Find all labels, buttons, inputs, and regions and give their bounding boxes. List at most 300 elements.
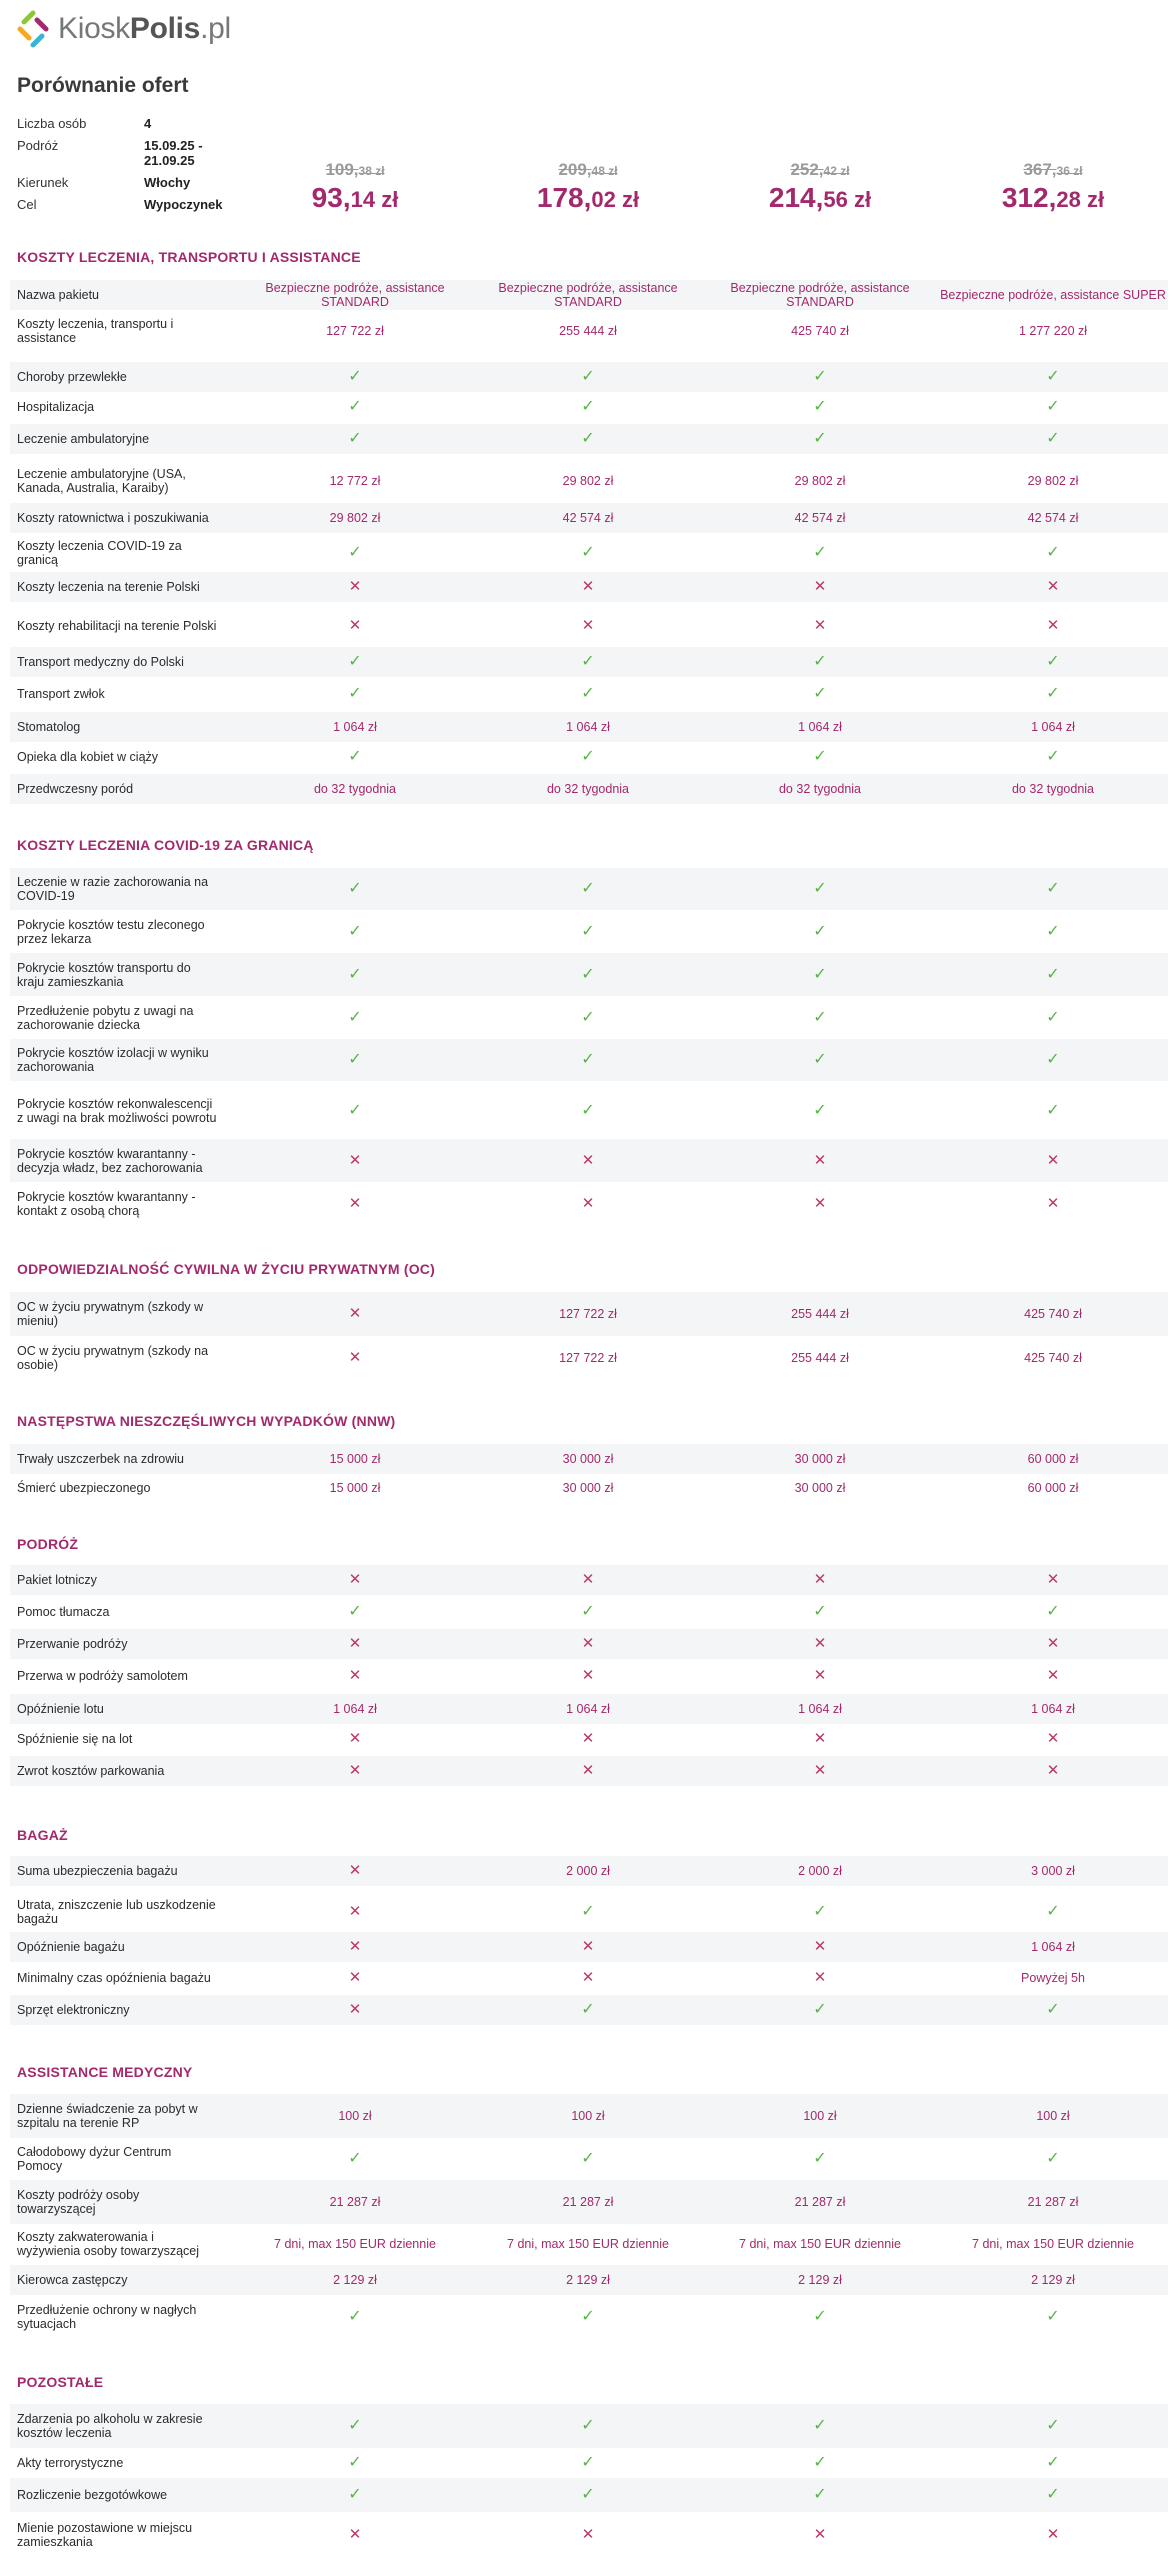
- old-price: 109,38 zł: [325, 160, 385, 179]
- check-icon: ✓: [581, 748, 595, 765]
- offer-price-4[interactable]: [943, 160, 1163, 214]
- table-row: [10, 1629, 1168, 1659]
- cell-value: 2 129 zł: [798, 2273, 842, 2287]
- row-label: Pokrycie kosztów kwarantanny - decyzja władz, bez zachorowania: [17, 1146, 203, 1175]
- table-row: [10, 868, 1168, 910]
- table-row: [10, 424, 1168, 454]
- table-row: [10, 1473, 1168, 1503]
- check-icon: ✓: [581, 1008, 595, 1026]
- cross-icon: ✕: [1046, 1195, 1060, 1212]
- table-row: [10, 2514, 1168, 2556]
- cross-icon: ✕: [348, 1571, 362, 1588]
- table-row: [10, 996, 1168, 1039]
- row-label: Koszty leczenia na terenie Polski: [17, 580, 200, 594]
- table-row: [10, 2094, 1168, 2138]
- row-label: Stomatolog: [17, 720, 81, 734]
- summary-value: 4: [144, 116, 152, 131]
- old-price: 252,42 zł: [790, 160, 850, 179]
- row-label: Pokrycie kosztów transportu do kraju zamieszkania: [17, 960, 191, 989]
- table-row: [10, 679, 1168, 709]
- check-icon: ✓: [813, 748, 827, 765]
- cross-icon: ✕: [581, 1667, 595, 1684]
- check-icon: ✓: [1046, 2454, 1060, 2471]
- row-label: Pakiet lotniczy: [17, 1573, 97, 1587]
- check-icon: ✓: [581, 2001, 595, 2018]
- table-row: [10, 1995, 1168, 2025]
- cell-value: Bezpieczne podróże, assistance STANDARD: [730, 281, 910, 309]
- cross-icon: ✕: [348, 1667, 362, 1684]
- cell-value: 1 064 zł: [1031, 720, 1075, 734]
- cross-icon: ✕: [1046, 2526, 1060, 2543]
- check-icon: ✓: [581, 398, 595, 415]
- logo-text: KioskPolis.pl: [58, 12, 231, 45]
- table-row: [10, 1182, 1168, 1226]
- table-row: [10, 312, 1168, 350]
- current-price: 93,14 zł: [311, 182, 399, 213]
- table-row: [10, 280, 1168, 310]
- section-title: KOSZTY LECZENIA COVID-19 ZA GRANICĄ: [17, 837, 314, 853]
- cell-value: 425 740 zł: [1024, 1307, 1082, 1321]
- cross-icon: ✕: [1046, 1667, 1060, 1684]
- row-label: Mienie pozostawione w miejscu zamieszkania: [17, 2521, 193, 2549]
- table-row: [10, 742, 1168, 772]
- check-icon: ✓: [581, 685, 595, 702]
- cross-icon: ✕: [581, 617, 595, 634]
- cross-icon: ✕: [348, 578, 362, 595]
- section-title: ODPOWIEDZIALNOŚĆ CYWILNA W ŻYCIU PRYWATNYM (OC): [17, 1261, 435, 1277]
- check-icon: ✓: [1046, 1008, 1060, 1026]
- cross-icon: ✕: [813, 1667, 827, 1684]
- check-icon: ✓: [813, 2150, 827, 2167]
- summary-row: [17, 116, 237, 131]
- row-label: Przedłużenie ochrony w nagłych sytuacjach: [17, 2303, 197, 2331]
- row-label: Rozliczenie bezgotówkowe: [17, 2488, 168, 2502]
- check-icon: ✓: [813, 1008, 827, 1026]
- check-icon: ✓: [348, 922, 362, 940]
- logo[interactable]: [14, 10, 231, 48]
- check-icon: ✓: [581, 430, 595, 447]
- check-icon: ✓: [348, 748, 362, 765]
- cell-value: 1 064 zł: [333, 1702, 377, 1716]
- cross-icon: ✕: [581, 1762, 595, 1779]
- table-row: [10, 2223, 1168, 2265]
- check-icon: ✓: [813, 2454, 827, 2471]
- row-label: Koszty rehabilitacji na terenie Polski: [17, 619, 217, 633]
- cell-value: 21 287 zł: [794, 2195, 846, 2209]
- check-icon: ✓: [1046, 880, 1060, 897]
- cross-icon: ✕: [813, 1151, 827, 1169]
- cross-icon: ✕: [348, 1195, 362, 1212]
- cell-value: 7 dni, max 150 EUR dziennie: [507, 2237, 669, 2251]
- cross-icon: ✕: [581, 1635, 595, 1652]
- check-icon: ✓: [348, 398, 362, 415]
- cell-value: 1 064 zł: [566, 1702, 610, 1716]
- row-label: Choroby przewlekłe: [17, 370, 127, 384]
- cell-value: 1 064 zł: [1031, 1702, 1075, 1716]
- cell-value: 21 287 zł: [1027, 2195, 1079, 2209]
- table-row: [10, 1963, 1168, 1993]
- check-icon: ✓: [581, 1051, 595, 1068]
- check-icon: ✓: [813, 965, 827, 983]
- cell-value: 7 dni, max 150 EUR dziennie: [274, 2237, 436, 2251]
- row-label: Koszty ratownictwa i poszukiwania: [17, 511, 209, 525]
- check-icon: ✓: [581, 880, 595, 897]
- cell-value: do 32 tygodnia: [546, 782, 629, 796]
- check-icon: ✓: [348, 2308, 362, 2325]
- cross-icon: ✕: [1046, 1571, 1060, 1588]
- check-icon: ✓: [581, 922, 595, 940]
- row-label: Przedwczesny poród: [17, 782, 134, 796]
- cell-value: 100 zł: [571, 2109, 605, 2123]
- cross-icon: ✕: [813, 578, 827, 595]
- table-row: [10, 1932, 1168, 1962]
- cell-value: 127 722 zł: [326, 324, 384, 338]
- cross-icon: ✕: [813, 1730, 827, 1747]
- check-icon: ✓: [1046, 965, 1060, 983]
- table-row: [10, 1694, 1168, 1724]
- check-icon: ✓: [813, 2001, 827, 2018]
- cell-value: 29 802 zł: [1027, 474, 1079, 488]
- row-label: Pokrycie kosztów rekonwalescencji z uwagi na brak możliwości powrotu: [17, 1097, 217, 1125]
- cross-icon: ✕: [581, 1730, 595, 1747]
- cross-icon: ✕: [813, 1938, 827, 1955]
- table-row: [10, 2180, 1168, 2224]
- section-title: NASTĘPSTWA NIESZCZĘŚLIWYCH WYPADKÓW (NNW): [17, 1413, 396, 1429]
- table-row: [10, 503, 1168, 533]
- table-row: [10, 1084, 1168, 1138]
- cell-value: Bezpieczne podróże, assistance STANDARD: [498, 281, 678, 309]
- row-label: Całodobowy dyżur Centrum Pomocy: [17, 2145, 172, 2173]
- row-label: Trwały uszczerbek na zdrowiu: [17, 1452, 184, 1466]
- cross-icon: ✕: [348, 1903, 362, 1920]
- cross-icon: ✕: [581, 1938, 595, 1955]
- check-icon: ✓: [1046, 2486, 1060, 2503]
- check-icon: ✓: [348, 544, 362, 561]
- section-title: POZOSTAŁE: [17, 2374, 104, 2390]
- check-icon: ✓: [348, 1603, 362, 1620]
- row-label: Przedłużenie pobytu z uwagi na zachorowanie dziecka: [17, 1003, 194, 1032]
- cell-value: Bezpieczne podróże, assistance STANDARD: [265, 281, 445, 309]
- cross-icon: ✕: [348, 1151, 362, 1169]
- table-row: [10, 1597, 1168, 1627]
- check-icon: ✓: [813, 1903, 827, 1920]
- section-title: ASSISTANCE MEDYCZNY: [17, 2064, 193, 2080]
- cross-icon: ✕: [1046, 1730, 1060, 1747]
- row-label: Koszty leczenia COVID-19 za granicą: [17, 539, 182, 567]
- check-icon: ✓: [581, 2454, 595, 2471]
- old-price: 367,36 zł: [1023, 160, 1083, 179]
- table-row: [10, 910, 1168, 953]
- offer-price-1[interactable]: [245, 160, 465, 214]
- cross-icon: ✕: [348, 1349, 362, 1366]
- table-row: [10, 953, 1168, 996]
- row-label: Opóźnienie lotu: [17, 1702, 104, 1716]
- cross-icon: ✕: [813, 2526, 827, 2543]
- table-row: [10, 2478, 1168, 2512]
- cell-value: 7 dni, max 150 EUR dziennie: [739, 2237, 901, 2251]
- check-icon: ✓: [348, 685, 362, 702]
- table-row: [10, 1724, 1168, 1754]
- section-title: PODRÓŻ: [17, 1536, 79, 1552]
- table-row: [10, 2448, 1168, 2478]
- check-icon: ✓: [348, 1051, 362, 1068]
- summary-label: Cel: [17, 197, 37, 212]
- cell-value: 15 000 zł: [329, 1452, 381, 1466]
- check-icon: ✓: [348, 368, 362, 385]
- cell-value: 2 129 zł: [1031, 2273, 1075, 2287]
- check-icon: ✓: [581, 653, 595, 670]
- cross-icon: ✕: [813, 1571, 827, 1588]
- cell-value: 30 000 zł: [794, 1481, 846, 1495]
- current-price: 312,28 zł: [1001, 182, 1105, 213]
- cross-icon: ✕: [348, 2001, 362, 2018]
- table-row: [10, 2295, 1168, 2339]
- check-icon: ✓: [1046, 2001, 1060, 2018]
- row-label: OC w życiu prywatnym (szkody na osobie): [17, 1344, 209, 1372]
- table-row: [10, 1444, 1168, 1474]
- row-label: Śmierć ubezpieczonego: [17, 1481, 151, 1495]
- offer-price-3[interactable]: [710, 160, 930, 214]
- cell-value: 100 zł: [1036, 2109, 1070, 2123]
- check-icon: ✓: [348, 880, 362, 897]
- check-icon: ✓: [1046, 2417, 1060, 2434]
- table-row: [10, 2265, 1168, 2295]
- cross-icon: ✕: [813, 617, 827, 634]
- table-row: [10, 2139, 1168, 2179]
- cross-icon: ✕: [581, 1969, 595, 1986]
- check-icon: ✓: [813, 2417, 827, 2434]
- cross-icon: ✕: [348, 1938, 362, 1955]
- cell-value: 100 zł: [803, 2109, 837, 2123]
- check-icon: ✓: [348, 2417, 362, 2434]
- table-row: [10, 392, 1168, 422]
- check-icon: ✓: [581, 368, 595, 385]
- cell-value: 1 064 zł: [798, 1702, 842, 1716]
- cross-icon: ✕: [581, 1195, 595, 1212]
- cell-value: Bezpieczne podróże, assistance SUPER: [940, 288, 1166, 302]
- cross-icon: ✕: [348, 617, 362, 634]
- check-icon: ✓: [348, 965, 362, 983]
- row-label: Suma ubezpieczenia bagażu: [17, 1864, 178, 1878]
- page-title: Porównanie ofert: [17, 74, 189, 97]
- table-row: [10, 1336, 1168, 1380]
- cell-value: 255 444 zł: [559, 324, 617, 338]
- summary-label: Podróż: [17, 138, 59, 153]
- row-label: Dzienne świadczenie za pobyt w szpitalu na terenie RP: [17, 2102, 198, 2130]
- section-title: BAGAŻ: [17, 1827, 68, 1843]
- row-label: Pokrycie kosztów izolacji w wyniku zachorowania: [17, 1046, 209, 1074]
- table-row: [10, 458, 1168, 504]
- row-label: Przerwa w podróży samolotem: [17, 1669, 188, 1683]
- table-row: [10, 1661, 1168, 1691]
- cell-value: 29 802 zł: [329, 511, 381, 525]
- cell-value: 1 277 220 zł: [1018, 324, 1088, 338]
- section-title: KOSZTY LECZENIA, TRANSPORTU I ASSISTANCE: [17, 249, 361, 265]
- summary-value: Włochy: [144, 175, 191, 190]
- check-icon: ✓: [1046, 685, 1060, 702]
- row-label: Pokrycie kosztów testu zleconego przez lekarza: [17, 917, 205, 946]
- check-icon: ✓: [581, 2308, 595, 2325]
- check-icon: ✓: [813, 685, 827, 702]
- cross-icon: ✕: [813, 1635, 827, 1652]
- table-row: [10, 362, 1168, 392]
- cell-value: 29 802 zł: [794, 474, 846, 488]
- check-icon: ✓: [813, 544, 827, 561]
- cell-value: 42 574 zł: [1027, 511, 1079, 525]
- check-icon: ✓: [581, 2486, 595, 2503]
- cell-value: 42 574 zł: [794, 511, 846, 525]
- table-row: [10, 1139, 1168, 1182]
- check-icon: ✓: [1046, 922, 1060, 940]
- table-row: [10, 572, 1168, 602]
- current-price: 178,02 zł: [536, 182, 640, 213]
- cell-value: 21 287 zł: [329, 2195, 381, 2209]
- cell-value: 21 287 zł: [562, 2195, 614, 2209]
- cross-icon: ✕: [1046, 617, 1060, 634]
- row-label: Utrata, zniszczenie lub uszkodzenie bagażu: [17, 1898, 216, 1926]
- cell-value: 60 000 zł: [1027, 1452, 1079, 1466]
- check-icon: ✓: [1046, 1051, 1060, 1068]
- cell-value: do 32 tygodnia: [313, 782, 396, 796]
- check-icon: ✓: [348, 2486, 362, 2503]
- check-icon: ✓: [813, 1603, 827, 1620]
- check-icon: ✓: [1046, 2308, 1060, 2325]
- cross-icon: ✕: [348, 1862, 362, 1879]
- cross-icon: ✕: [348, 1305, 362, 1322]
- table-row: [10, 1292, 1168, 1336]
- cell-value: 30 000 zł: [562, 1452, 614, 1466]
- check-icon: ✓: [813, 368, 827, 385]
- cross-icon: ✕: [348, 1635, 362, 1652]
- check-icon: ✓: [1046, 748, 1060, 765]
- check-icon: ✓: [1046, 398, 1060, 415]
- check-icon: ✓: [1046, 1102, 1060, 1119]
- table-row: [10, 712, 1168, 742]
- check-icon: ✓: [581, 2417, 595, 2434]
- check-icon: ✓: [813, 1051, 827, 1068]
- row-label: Opóźnienie bagażu: [17, 1940, 125, 1954]
- cross-icon: ✕: [348, 1762, 362, 1779]
- offer-prices: [0, 160, 1172, 220]
- row-label: Akty terrorystyczne: [17, 2456, 124, 2470]
- check-icon: ✓: [581, 2150, 595, 2167]
- offer-price-2[interactable]: [478, 160, 698, 214]
- cell-value: 7 dni, max 150 EUR dziennie: [972, 2237, 1134, 2251]
- cell-value: 2 129 zł: [566, 2273, 610, 2287]
- row-label: OC w życiu prywatnym (szkody w mieniu): [17, 1300, 204, 1328]
- old-price: 209,48 zł: [558, 160, 618, 179]
- check-icon: ✓: [813, 880, 827, 897]
- cross-icon: ✕: [1046, 1762, 1060, 1779]
- row-label: Zwrot kosztów parkowania: [17, 1764, 165, 1778]
- cross-icon: ✕: [1046, 1635, 1060, 1652]
- cross-icon: ✕: [813, 1195, 827, 1212]
- check-icon: ✓: [1046, 1603, 1060, 1620]
- table-row: [10, 1565, 1168, 1595]
- check-icon: ✓: [813, 2486, 827, 2503]
- cross-icon: ✕: [813, 1762, 827, 1779]
- cell-value: 2 000 zł: [798, 1864, 842, 1878]
- row-label: Hospitalizacja: [17, 400, 95, 414]
- row-label: Transport medyczny do Polski: [17, 655, 184, 669]
- cell-value: 2 000 zł: [566, 1864, 610, 1878]
- cell-value: do 32 tygodnia: [1011, 782, 1094, 796]
- check-icon: ✓: [581, 1102, 595, 1119]
- cell-value: 15 000 zł: [329, 1481, 381, 1495]
- cell-value: 255 444 zł: [791, 1351, 849, 1365]
- check-icon: ✓: [1046, 2150, 1060, 2167]
- check-icon: ✓: [1046, 368, 1060, 385]
- row-label: Nazwa pakietu: [17, 288, 99, 302]
- cell-value: 42 574 zł: [562, 511, 614, 525]
- check-icon: ✓: [581, 1603, 595, 1620]
- logo-icon: [14, 10, 52, 48]
- cross-icon: ✕: [581, 578, 595, 595]
- cross-icon: ✕: [581, 2526, 595, 2543]
- check-icon: ✓: [813, 398, 827, 415]
- summary-value: 15.09.25 - 21.09.25: [144, 138, 203, 168]
- cell-value: 1 064 zł: [333, 720, 377, 734]
- table-row: [10, 1756, 1168, 1786]
- row-label: Leczenie ambulatoryjne: [17, 432, 150, 446]
- table-row: [10, 2404, 1168, 2448]
- row-label: Leczenie w razie zachorowania na COVID-19: [17, 875, 209, 903]
- cell-value: 127 722 zł: [559, 1351, 617, 1365]
- check-icon: ✓: [1046, 1903, 1060, 1920]
- check-icon: ✓: [1046, 430, 1060, 447]
- cross-icon: ✕: [1046, 578, 1060, 595]
- cell-value: 29 802 zł: [562, 474, 614, 488]
- cross-icon: ✕: [1046, 1151, 1060, 1169]
- cell-value: 12 772 zł: [329, 474, 381, 488]
- check-icon: ✓: [348, 653, 362, 670]
- cell-value: 255 444 zł: [791, 1307, 849, 1321]
- row-label: Opieka dla kobiet w ciąży: [17, 750, 159, 764]
- summary-value: Wypoczynek: [144, 197, 223, 212]
- table-row: [10, 1890, 1168, 1934]
- check-icon: ✓: [581, 1903, 595, 1920]
- row-label: Transport zwłok: [17, 687, 105, 701]
- row-label: Spóźnienie się na lot: [17, 1732, 133, 1746]
- check-icon: ✓: [1046, 544, 1060, 561]
- table-row: [10, 534, 1168, 572]
- row-label: Minimalny czas opóźnienia bagażu: [17, 1971, 211, 1985]
- row-label: Leczenie ambulatoryjne (USA, Kanada, Australia, Karaiby): [17, 467, 186, 495]
- check-icon: ✓: [813, 2308, 827, 2325]
- cross-icon: ✕: [581, 1151, 595, 1169]
- cross-icon: ✕: [348, 2526, 362, 2543]
- cell-value: 3 000 zł: [1031, 1864, 1075, 1878]
- cross-icon: ✕: [348, 1730, 362, 1747]
- cell-value: 100 zł: [338, 2109, 372, 2123]
- check-icon: ✓: [813, 653, 827, 670]
- cell-value: Powyżej 5h: [1021, 1971, 1085, 1985]
- row-label: Pomoc tłumacza: [17, 1605, 110, 1619]
- check-icon: ✓: [581, 544, 595, 561]
- check-icon: ✓: [348, 430, 362, 447]
- table-row: [10, 1039, 1168, 1081]
- cross-icon: ✕: [348, 1969, 362, 1986]
- summary-label: Liczba osób: [17, 116, 87, 131]
- cross-icon: ✕: [813, 1969, 827, 1986]
- check-icon: ✓: [1046, 653, 1060, 670]
- check-icon: ✓: [348, 2454, 362, 2471]
- check-icon: ✓: [348, 1102, 362, 1119]
- current-price: 214,56 zł: [768, 182, 872, 213]
- row-label: Koszty podróży osoby towarzyszącej: [17, 2188, 140, 2216]
- table-row: [10, 647, 1168, 677]
- check-icon: ✓: [813, 430, 827, 447]
